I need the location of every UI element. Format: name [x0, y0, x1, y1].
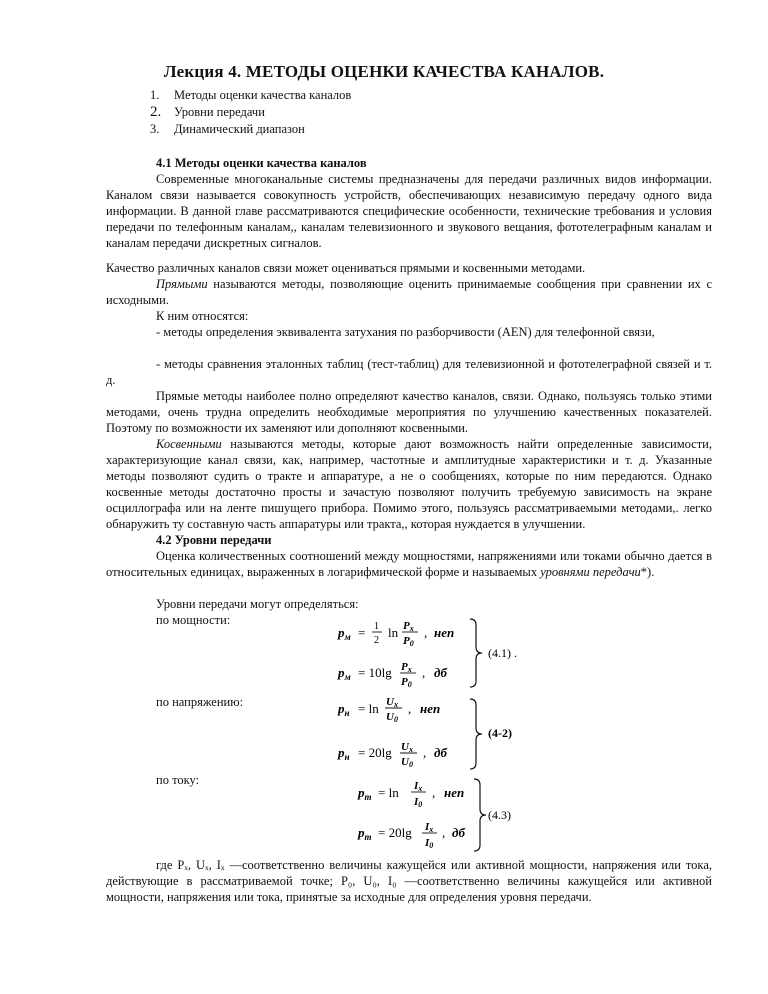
svg-text:U0: U0: [401, 756, 413, 769]
list-item-aen: - методы определения эквивалента затухания по разборчивости (AEN) для телефонной связи,: [156, 325, 655, 339]
paragraph-quality: Качество различных каналов связи может оцениваться прямыми и косвенными методами.: [106, 261, 586, 275]
svg-text:2: 2: [374, 635, 379, 646]
svg-text:,: ,: [442, 825, 446, 840]
svg-text:Ux: Ux: [386, 696, 398, 709]
svg-text:,: ,: [423, 745, 427, 760]
paragraph-levels-defined: Уровни передачи могут определяться:: [156, 597, 359, 611]
svg-text:Ix: Ix: [425, 821, 434, 834]
paragraph-indirect-methods: Косвенными называются методы, которые дают возможность найти определенные зависимости, характеризующие канал связи, как, например, частотные и амплитудные характеристики и т. д. Указанные методы позволяют судить о тракте и аппаратуре, а не о сообщениях, которые по ним передаются. Однако косвенные методы достаточно просты и зачастую позволяют получить требуемую зависимость на экране осциллографа или на ленте пишущего прибора. Помимо этого, пользуясь рассматриваемыми методами,. легко обнаружить ту составную часть аппаратуры или тракта,, которая нуждается в улучшении.: [106, 437, 712, 532]
svg-text:1: 1: [374, 621, 379, 632]
svg-text:pт: $p_т$: [358, 825, 372, 842]
section-heading-4-1: 4.1 Методы оценки качества каналов: [156, 156, 367, 170]
svg-text:P0: P0: [401, 676, 412, 689]
svg-text:= ln: = ln: [378, 785, 399, 800]
svg-text:Ux: Ux: [401, 741, 413, 754]
equation-4-3: [336, 775, 566, 857]
svg-text:неп: неп: [434, 625, 455, 640]
svg-text:,: ,: [424, 625, 428, 640]
paragraph-levels-intro: Оценка количественных соотношений между мощностями, напряжениями или токами обычно дается в относительных единицах, выраженных в логарифмической форме и называемых уровнями передачи*).: [106, 549, 712, 580]
svg-text:I0: I0: [414, 796, 423, 809]
label-by-current: по току:: [156, 773, 200, 787]
paragraph-intro: Современные многоканальные системы предназначены для передачи различных видов информации. Каналом связи называется совокупность устройств, обеспечивающих независимую передачу одного вида информации. В данной главе рассматриваются специфические особенности, технические требования и условия передачи по телефонным каналам,, каналам телевизионного и звукового вещания, фототелеграфным каналам и каналам передачи дискретных сигналов.: [106, 172, 712, 251]
svg-text:(4.1) .: (4.1) .: [488, 646, 517, 660]
equation-4-2: [330, 695, 570, 775]
svg-text:(4-2): (4-2): [488, 726, 512, 740]
paragraph-direct-methods: Прямыми называются методы, позволяющие оценить принимаемые сообщения при сравнении их с исходными.: [106, 277, 712, 308]
svg-text:= ln: = ln: [358, 701, 379, 716]
svg-text:дб: дб: [434, 745, 447, 760]
paragraph-direct-summary: Прямые методы наиболее полно определяют качество каналов, связи. Однако, пользуясь только этими методами, очень трудна определить необходимые мероприятия по улучшению качественных показателей. Поэтому по возможности их заменяют или дополняют косвенными.: [106, 389, 712, 436]
svg-text:U0: U0: [386, 711, 398, 724]
svg-text:P0: P0: [403, 635, 414, 648]
svg-text:неп: неп: [420, 701, 441, 716]
svg-text:pм: $p_м$: [338, 665, 351, 682]
equation-4-1: [330, 615, 570, 693]
svg-text:I0: I0: [425, 837, 434, 850]
svg-text:pт: $p_т$: [358, 785, 372, 802]
svg-text:Px: Px: [403, 620, 414, 633]
svg-text:=: =: [358, 625, 366, 640]
svg-text:ln: ln: [388, 625, 399, 640]
svg-text:= 20lg: = 20lg: [358, 745, 392, 760]
svg-text:,: ,: [432, 785, 436, 800]
svg-text:= 10lg: = 10lg: [358, 665, 392, 680]
section-heading-4-2: 4.2 Уровни передачи: [156, 533, 272, 547]
toc-item-3: 3. Динамический диапазон: [150, 122, 305, 136]
label-by-power: по мощности:: [156, 613, 231, 627]
list-item-test-tables: - методы сравнения эталонных таблиц (тест-таблиц) для телевизионной и фототелеграфной связей и т. д.: [106, 357, 712, 388]
svg-text:(4.3): (4.3): [488, 808, 511, 822]
svg-text:= 20lg: = 20lg: [378, 825, 412, 840]
svg-text:pм: $p_м$: [338, 625, 351, 642]
page-title: Лекция 4. МЕТОДЫ ОЦЕНКИ КАЧЕСТВА КАНАЛОВ.: [163, 62, 605, 81]
toc-item-1: 1. Методы оценки качества каналов: [150, 88, 352, 102]
svg-text:,: ,: [408, 701, 412, 716]
svg-text:pн: $p_н$: [338, 745, 350, 762]
svg-text:дб: дб: [452, 825, 465, 840]
paragraph-where: где Pₓ, Uₓ, Iₓ —соответственно величины кажущейся или активной мощности, напряжения или тока, действующие в рассматриваемой точке; P₀, U₀, I₀ —соответственно величины кажущейся или активной мощности, напряжения или тока, принятые за исходные для определения уровня передачи.: [106, 858, 712, 905]
svg-text:неп: неп: [444, 785, 465, 800]
label-by-voltage: по напряжению:: [156, 695, 244, 709]
paragraph-include: К ним относятся:: [156, 309, 249, 323]
toc-item-2: 2. Уровни передачи: [150, 104, 265, 120]
svg-text:Ix: Ix: [414, 780, 423, 793]
svg-text:Px: Px: [401, 661, 412, 674]
svg-text:,: ,: [422, 665, 426, 680]
svg-text:pн: $p_н$: [338, 701, 350, 718]
svg-text:дб: дб: [434, 665, 447, 680]
